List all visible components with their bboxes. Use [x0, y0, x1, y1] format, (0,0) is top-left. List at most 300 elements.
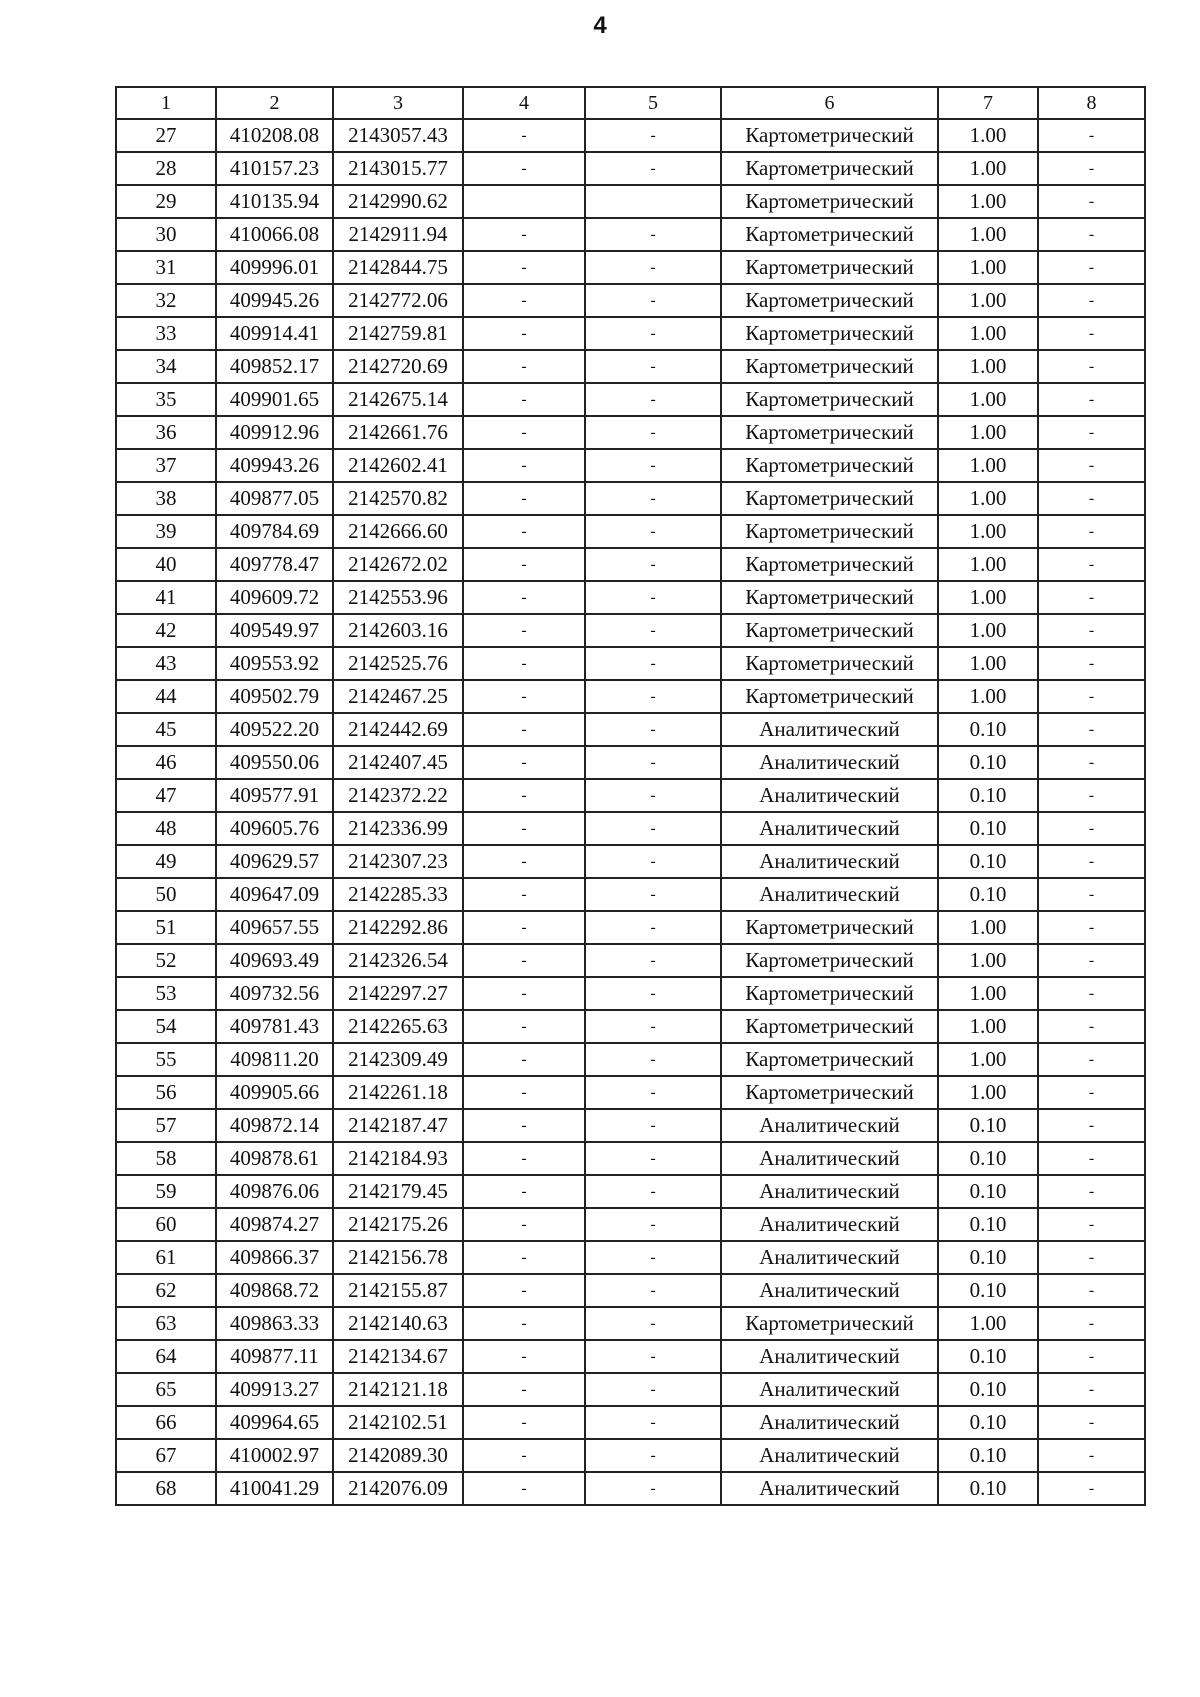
column-4-cell: -	[463, 284, 585, 317]
y-coordinate-cell: 2142261.18	[333, 1076, 463, 1109]
x-coordinate-cell: 409784.69	[216, 515, 333, 548]
point-number-cell: 30	[116, 218, 216, 251]
column-5-cell: -	[585, 515, 721, 548]
column-4-cell: -	[463, 878, 585, 911]
column-5-cell: -	[585, 746, 721, 779]
x-coordinate-cell: 410041.29	[216, 1472, 333, 1505]
column-4-cell: -	[463, 1472, 585, 1505]
x-coordinate-cell: 409577.91	[216, 779, 333, 812]
column-header-8: 8	[1038, 87, 1145, 119]
accuracy-cell: 1.00	[938, 383, 1038, 416]
column-5-cell: -	[585, 680, 721, 713]
column-8-cell: -	[1038, 746, 1145, 779]
point-number-cell: 36	[116, 416, 216, 449]
column-8-cell: -	[1038, 614, 1145, 647]
point-number-cell: 66	[116, 1406, 216, 1439]
column-4-cell: -	[463, 515, 585, 548]
column-4-cell: -	[463, 614, 585, 647]
x-coordinate-cell: 410135.94	[216, 185, 333, 218]
accuracy-cell: 1.00	[938, 680, 1038, 713]
column-8-cell: -	[1038, 1076, 1145, 1109]
column-5-cell: -	[585, 1109, 721, 1142]
x-coordinate-cell: 409914.41	[216, 317, 333, 350]
y-coordinate-cell: 2142407.45	[333, 746, 463, 779]
x-coordinate-cell: 410208.08	[216, 119, 333, 152]
table-row	[116, 350, 1145, 383]
table-row	[116, 713, 1145, 746]
x-coordinate-cell: 409943.26	[216, 449, 333, 482]
column-8-cell: -	[1038, 911, 1145, 944]
point-number-cell: 65	[116, 1373, 216, 1406]
y-coordinate-cell: 2142672.02	[333, 548, 463, 581]
column-8-cell: -	[1038, 1307, 1145, 1340]
column-4-cell: -	[463, 812, 585, 845]
column-header-6: 6	[721, 87, 938, 119]
y-coordinate-cell: 2142102.51	[333, 1406, 463, 1439]
method-cell: Аналитический	[721, 1373, 938, 1406]
table-row	[116, 779, 1145, 812]
table-row	[116, 317, 1145, 350]
column-4-cell: -	[463, 1076, 585, 1109]
point-number-cell: 33	[116, 317, 216, 350]
column-4-cell: -	[463, 1406, 585, 1439]
table-row	[116, 218, 1145, 251]
accuracy-cell: 0.10	[938, 1340, 1038, 1373]
column-4-cell: -	[463, 152, 585, 185]
method-cell: Картометрический	[721, 152, 938, 185]
column-8-cell: -	[1038, 350, 1145, 383]
column-4-cell: -	[463, 1439, 585, 1472]
column-5-cell: -	[585, 614, 721, 647]
method-cell: Картометрический	[721, 119, 938, 152]
method-cell: Картометрический	[721, 944, 938, 977]
column-8-cell: -	[1038, 251, 1145, 284]
x-coordinate-cell: 409905.66	[216, 1076, 333, 1109]
column-8-cell: -	[1038, 779, 1145, 812]
x-coordinate-cell: 409996.01	[216, 251, 333, 284]
accuracy-cell: 1.00	[938, 581, 1038, 614]
method-cell: Картометрический	[721, 218, 938, 251]
accuracy-cell: 1.00	[938, 911, 1038, 944]
accuracy-cell: 1.00	[938, 449, 1038, 482]
column-5-cell: -	[585, 317, 721, 350]
column-5-cell: -	[585, 449, 721, 482]
column-5-cell: -	[585, 482, 721, 515]
x-coordinate-cell: 409605.76	[216, 812, 333, 845]
column-8-cell: -	[1038, 1472, 1145, 1505]
y-coordinate-cell: 2142121.18	[333, 1373, 463, 1406]
accuracy-cell: 1.00	[938, 284, 1038, 317]
accuracy-cell: 0.10	[938, 812, 1038, 845]
y-coordinate-cell: 2142661.76	[333, 416, 463, 449]
x-coordinate-cell: 409553.92	[216, 647, 333, 680]
y-coordinate-cell: 2143015.77	[333, 152, 463, 185]
method-cell: Картометрический	[721, 581, 938, 614]
method-cell: Аналитический	[721, 812, 938, 845]
x-coordinate-cell: 409609.72	[216, 581, 333, 614]
column-5-cell: -	[585, 1439, 721, 1472]
column-4-cell: -	[463, 713, 585, 746]
accuracy-cell: 0.10	[938, 1109, 1038, 1142]
accuracy-cell: 1.00	[938, 482, 1038, 515]
column-5-cell: -	[585, 713, 721, 746]
y-coordinate-cell: 2142326.54	[333, 944, 463, 977]
column-8-cell: -	[1038, 548, 1145, 581]
column-8-cell: -	[1038, 317, 1145, 350]
column-4-cell: -	[463, 449, 585, 482]
table-row	[116, 284, 1145, 317]
point-number-cell: 45	[116, 713, 216, 746]
y-coordinate-cell: 2142089.30	[333, 1439, 463, 1472]
point-number-cell: 35	[116, 383, 216, 416]
table-row	[116, 581, 1145, 614]
column-5-cell: -	[585, 878, 721, 911]
y-coordinate-cell: 2142076.09	[333, 1472, 463, 1505]
method-cell: Картометрический	[721, 515, 938, 548]
column-4-cell: -	[463, 1373, 585, 1406]
column-5-cell: -	[585, 1340, 721, 1373]
method-cell: Аналитический	[721, 878, 938, 911]
x-coordinate-cell: 409872.14	[216, 1109, 333, 1142]
point-number-cell: 34	[116, 350, 216, 383]
table-row	[116, 1307, 1145, 1340]
column-4-cell: -	[463, 383, 585, 416]
table-row	[116, 1043, 1145, 1076]
method-cell: Аналитический	[721, 1175, 938, 1208]
y-coordinate-cell: 2142187.47	[333, 1109, 463, 1142]
column-4-cell: -	[463, 779, 585, 812]
column-8-cell: -	[1038, 284, 1145, 317]
column-8-cell: -	[1038, 1274, 1145, 1307]
method-cell: Картометрический	[721, 548, 938, 581]
column-header-2: 2	[216, 87, 333, 119]
x-coordinate-cell: 409877.11	[216, 1340, 333, 1373]
accuracy-cell: 1.00	[938, 350, 1038, 383]
point-number-cell: 61	[116, 1241, 216, 1274]
y-coordinate-cell: 2142603.16	[333, 614, 463, 647]
table-row	[116, 548, 1145, 581]
column-4-cell: -	[463, 350, 585, 383]
x-coordinate-cell: 409549.97	[216, 614, 333, 647]
accuracy-cell: 0.10	[938, 1241, 1038, 1274]
x-coordinate-cell: 409647.09	[216, 878, 333, 911]
x-coordinate-cell: 409877.05	[216, 482, 333, 515]
column-4-cell	[463, 185, 585, 218]
method-cell: Аналитический	[721, 779, 938, 812]
column-8-cell: -	[1038, 878, 1145, 911]
column-4-cell: -	[463, 482, 585, 515]
column-5-cell: -	[585, 1373, 721, 1406]
y-coordinate-cell: 2142285.33	[333, 878, 463, 911]
column-8-cell: -	[1038, 152, 1145, 185]
accuracy-cell: 0.10	[938, 1208, 1038, 1241]
column-5-cell: -	[585, 251, 721, 284]
accuracy-cell: 1.00	[938, 251, 1038, 284]
x-coordinate-cell: 409778.47	[216, 548, 333, 581]
accuracy-cell: 1.00	[938, 614, 1038, 647]
accuracy-cell: 1.00	[938, 1076, 1038, 1109]
column-4-cell: -	[463, 1043, 585, 1076]
accuracy-cell: 1.00	[938, 515, 1038, 548]
table-row	[116, 449, 1145, 482]
accuracy-cell: 0.10	[938, 1274, 1038, 1307]
point-number-cell: 49	[116, 845, 216, 878]
column-header-7: 7	[938, 87, 1038, 119]
point-number-cell: 31	[116, 251, 216, 284]
column-4-cell: -	[463, 680, 585, 713]
method-cell: Картометрический	[721, 680, 938, 713]
column-5-cell: -	[585, 581, 721, 614]
y-coordinate-cell: 2142179.45	[333, 1175, 463, 1208]
table-row	[116, 185, 1145, 218]
table-body	[116, 119, 1145, 1505]
column-5-cell: -	[585, 977, 721, 1010]
method-cell: Картометрический	[721, 185, 938, 218]
column-5-cell: -	[585, 1043, 721, 1076]
accuracy-cell: 1.00	[938, 1307, 1038, 1340]
method-cell: Аналитический	[721, 1109, 938, 1142]
method-cell: Аналитический	[721, 1208, 938, 1241]
column-8-cell: -	[1038, 218, 1145, 251]
accuracy-cell: 1.00	[938, 416, 1038, 449]
column-header-5: 5	[585, 87, 721, 119]
column-4-cell: -	[463, 119, 585, 152]
method-cell: Картометрический	[721, 350, 938, 383]
column-5-cell: -	[585, 1142, 721, 1175]
method-cell: Картометрический	[721, 1043, 938, 1076]
table-row	[116, 251, 1145, 284]
column-5-cell: -	[585, 548, 721, 581]
y-coordinate-cell: 2142336.99	[333, 812, 463, 845]
accuracy-cell: 1.00	[938, 317, 1038, 350]
table-row	[116, 119, 1145, 152]
table-row	[116, 614, 1145, 647]
table-row	[116, 1175, 1145, 1208]
point-number-cell: 64	[116, 1340, 216, 1373]
point-number-cell: 51	[116, 911, 216, 944]
accuracy-cell: 1.00	[938, 977, 1038, 1010]
column-4-cell: -	[463, 1307, 585, 1340]
column-5-cell: -	[585, 1010, 721, 1043]
y-coordinate-cell: 2142156.78	[333, 1241, 463, 1274]
column-5-cell: -	[585, 1241, 721, 1274]
method-cell: Аналитический	[721, 845, 938, 878]
accuracy-cell: 0.10	[938, 746, 1038, 779]
column-8-cell: -	[1038, 944, 1145, 977]
point-number-cell: 67	[116, 1439, 216, 1472]
column-header-3: 3	[333, 87, 463, 119]
column-8-cell: -	[1038, 449, 1145, 482]
point-number-cell: 46	[116, 746, 216, 779]
accuracy-cell: 0.10	[938, 1142, 1038, 1175]
y-coordinate-cell: 2142265.63	[333, 1010, 463, 1043]
x-coordinate-cell: 409964.65	[216, 1406, 333, 1439]
column-5-cell: -	[585, 779, 721, 812]
column-5-cell: -	[585, 416, 721, 449]
method-cell: Аналитический	[721, 1439, 938, 1472]
column-5-cell	[585, 185, 721, 218]
point-number-cell: 55	[116, 1043, 216, 1076]
column-8-cell: -	[1038, 1109, 1145, 1142]
column-4-cell: -	[463, 1241, 585, 1274]
x-coordinate-cell: 410002.97	[216, 1439, 333, 1472]
column-4-cell: -	[463, 647, 585, 680]
method-cell: Аналитический	[721, 746, 938, 779]
column-8-cell: -	[1038, 416, 1145, 449]
method-cell: Аналитический	[721, 1406, 938, 1439]
table-row	[116, 515, 1145, 548]
method-cell: Картометрический	[721, 1307, 938, 1340]
method-cell: Аналитический	[721, 1274, 938, 1307]
column-8-cell: -	[1038, 482, 1145, 515]
method-cell: Аналитический	[721, 713, 938, 746]
column-4-cell: -	[463, 1109, 585, 1142]
point-number-cell: 63	[116, 1307, 216, 1340]
method-cell: Картометрический	[721, 1010, 938, 1043]
y-coordinate-cell: 2142911.94	[333, 218, 463, 251]
method-cell: Картометрический	[721, 449, 938, 482]
point-number-cell: 58	[116, 1142, 216, 1175]
column-5-cell: -	[585, 350, 721, 383]
column-8-cell: -	[1038, 515, 1145, 548]
x-coordinate-cell: 409522.20	[216, 713, 333, 746]
table-row	[116, 1406, 1145, 1439]
method-cell: Аналитический	[721, 1241, 938, 1274]
point-number-cell: 54	[116, 1010, 216, 1043]
point-number-cell: 48	[116, 812, 216, 845]
column-8-cell: -	[1038, 977, 1145, 1010]
point-number-cell: 56	[116, 1076, 216, 1109]
column-4-cell: -	[463, 1175, 585, 1208]
x-coordinate-cell: 409629.57	[216, 845, 333, 878]
point-number-cell: 68	[116, 1472, 216, 1505]
table-row	[116, 680, 1145, 713]
column-8-cell: -	[1038, 1010, 1145, 1043]
column-5-cell: -	[585, 845, 721, 878]
table-row	[116, 944, 1145, 977]
point-number-cell: 52	[116, 944, 216, 977]
y-coordinate-cell: 2142184.93	[333, 1142, 463, 1175]
method-cell: Картометрический	[721, 284, 938, 317]
column-8-cell: -	[1038, 1373, 1145, 1406]
x-coordinate-cell: 409732.56	[216, 977, 333, 1010]
column-8-cell: -	[1038, 1406, 1145, 1439]
point-number-cell: 29	[116, 185, 216, 218]
y-coordinate-cell: 2142307.23	[333, 845, 463, 878]
y-coordinate-cell: 2142675.14	[333, 383, 463, 416]
accuracy-cell: 1.00	[938, 944, 1038, 977]
column-5-cell: -	[585, 1208, 721, 1241]
y-coordinate-cell: 2142759.81	[333, 317, 463, 350]
accuracy-cell: 0.10	[938, 1406, 1038, 1439]
point-number-cell: 50	[116, 878, 216, 911]
x-coordinate-cell: 409945.26	[216, 284, 333, 317]
column-5-cell: -	[585, 1406, 721, 1439]
table-header-row	[116, 87, 1145, 119]
table-row	[116, 812, 1145, 845]
column-4-cell: -	[463, 317, 585, 350]
column-header-1: 1	[116, 87, 216, 119]
point-number-cell: 41	[116, 581, 216, 614]
method-cell: Аналитический	[721, 1340, 938, 1373]
table-row	[116, 1010, 1145, 1043]
column-4-cell: -	[463, 218, 585, 251]
table-row	[116, 1208, 1145, 1241]
column-5-cell: -	[585, 647, 721, 680]
y-coordinate-cell: 2142155.87	[333, 1274, 463, 1307]
column-5-cell: -	[585, 152, 721, 185]
x-coordinate-cell: 409878.61	[216, 1142, 333, 1175]
table-row	[116, 1472, 1145, 1505]
column-8-cell: -	[1038, 1208, 1145, 1241]
column-8-cell: -	[1038, 581, 1145, 614]
method-cell: Картометрический	[721, 383, 938, 416]
accuracy-cell: 1.00	[938, 185, 1038, 218]
column-5-cell: -	[585, 944, 721, 977]
column-header-4: 4	[463, 87, 585, 119]
method-cell: Картометрический	[721, 251, 938, 284]
column-4-cell: -	[463, 1274, 585, 1307]
table-row	[116, 977, 1145, 1010]
method-cell: Картометрический	[721, 977, 938, 1010]
column-8-cell: -	[1038, 185, 1145, 218]
x-coordinate-cell: 409693.49	[216, 944, 333, 977]
table-row	[116, 1241, 1145, 1274]
column-4-cell: -	[463, 746, 585, 779]
column-4-cell: -	[463, 911, 585, 944]
column-5-cell: -	[585, 812, 721, 845]
accuracy-cell: 1.00	[938, 1010, 1038, 1043]
table-row	[116, 746, 1145, 779]
y-coordinate-cell: 2142553.96	[333, 581, 463, 614]
x-coordinate-cell: 409502.79	[216, 680, 333, 713]
table-row	[116, 383, 1145, 416]
column-4-cell: -	[463, 251, 585, 284]
point-number-cell: 44	[116, 680, 216, 713]
column-8-cell: -	[1038, 119, 1145, 152]
y-coordinate-cell: 2142720.69	[333, 350, 463, 383]
point-number-cell: 37	[116, 449, 216, 482]
column-8-cell: -	[1038, 680, 1145, 713]
y-coordinate-cell: 2142990.62	[333, 185, 463, 218]
table-row	[116, 482, 1145, 515]
y-coordinate-cell: 2142292.86	[333, 911, 463, 944]
column-4-cell: -	[463, 944, 585, 977]
table-row	[116, 1109, 1145, 1142]
column-4-cell: -	[463, 1340, 585, 1373]
y-coordinate-cell: 2142297.27	[333, 977, 463, 1010]
method-cell: Картометрический	[721, 482, 938, 515]
table-row	[116, 1274, 1145, 1307]
column-8-cell: -	[1038, 713, 1145, 746]
accuracy-cell: 1.00	[938, 119, 1038, 152]
x-coordinate-cell: 409901.65	[216, 383, 333, 416]
point-number-cell: 39	[116, 515, 216, 548]
column-8-cell: -	[1038, 1241, 1145, 1274]
point-number-cell: 28	[116, 152, 216, 185]
column-8-cell: -	[1038, 383, 1145, 416]
coordinates-table	[115, 86, 1146, 1506]
table-row	[116, 1340, 1145, 1373]
column-5-cell: -	[585, 1076, 721, 1109]
y-coordinate-cell: 2142442.69	[333, 713, 463, 746]
accuracy-cell: 1.00	[938, 152, 1038, 185]
point-number-cell: 59	[116, 1175, 216, 1208]
x-coordinate-cell: 409863.33	[216, 1307, 333, 1340]
column-4-cell: -	[463, 1010, 585, 1043]
column-5-cell: -	[585, 911, 721, 944]
method-cell: Картометрический	[721, 647, 938, 680]
